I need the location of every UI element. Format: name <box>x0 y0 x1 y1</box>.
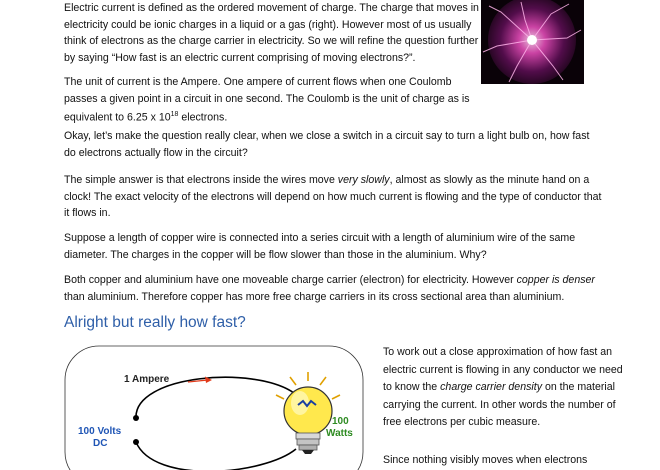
question-paragraph <box>64 128 604 161</box>
lower-wire <box>136 442 296 470</box>
carrier-density-text: To work out a close approximation of how fast an electric current is flowing in any conductor we need to know the <box>383 346 623 393</box>
exponent: 18 <box>170 111 179 119</box>
carrier-density-text-end: on the material carrying the current. In other words the number of free electrons per cubic measure. <box>383 381 616 428</box>
plasma-globe-image <box>481 0 584 84</box>
terminal-positive <box>133 415 139 421</box>
voltage-unit-label: DC <box>93 438 108 449</box>
density-text-end: than aluminium. Therefore copper has more free charge carriers in its cross sectional area than aluminium. <box>64 290 565 303</box>
intro-text: Electric current is defined as the ordered movement of charge. The charge that moves in electricity could be ionic charges in a liquid or a gas (right). However most of us usually think of electrons as the charge carrier in electricity. So we will refine the question further by saying “How fast is an electric current comprising of moving electrons?”. <box>64 2 479 64</box>
power-label: 100 <box>332 416 349 427</box>
intro-paragraph <box>64 0 479 66</box>
visibility-text: Since nothing visibly moves when electrons <box>383 454 588 466</box>
carrier-density-emphasis: charge carrier density <box>440 381 542 393</box>
light-bulb-icon <box>276 372 340 454</box>
terminal-negative <box>133 439 139 445</box>
power-unit-label: Watts <box>326 428 353 439</box>
density-emphasis: copper is denser <box>516 274 595 286</box>
copper-paragraph <box>64 230 594 263</box>
ampere-text-end: electrons. <box>178 111 228 124</box>
circuit-diagram <box>64 345 364 470</box>
density-paragraph <box>64 272 599 305</box>
answer-text: The simple answer is that electrons inside the wires move <box>64 174 338 186</box>
answer-text-end: , almost as slowly as the minute hand on a clock! The exact velocity of the electrons will depend on how much current is flowing and the type of conductor that it flows in. <box>64 174 602 220</box>
section-heading: Alright but really how fast? <box>64 314 246 331</box>
answer-paragraph <box>64 172 604 222</box>
answer-emphasis: very slowly <box>337 174 390 186</box>
carrier-density-paragraph <box>383 344 623 432</box>
visibility-paragraph <box>383 452 623 470</box>
ampere-text: The unit of current is the Ampere. One ampere of current flows when one Coulomb passes a given point in a circuit in one second. The Coulomb is the unit of charge as is equivalent to 6.25 x 10 <box>64 76 470 124</box>
copper-text: Suppose a length of copper wire is connected into a series circuit with a length of aluminium wire of the same diameter. The charges in the copper will be flow slower than those in the aluminium. Why? <box>64 232 576 261</box>
density-text: Both copper and aluminium have one moveable charge carrier (electron) for electricity. However <box>64 274 517 286</box>
current-label: 1 Ampere <box>124 374 170 385</box>
voltage-label: 100 Volts <box>78 426 122 437</box>
ampere-paragraph <box>64 74 484 126</box>
question-text: Okay, let’s make the question really clear, when we close a switch in a circuit say to turn a light bulb on, how fast do electrons actually flow in the circuit? <box>64 130 590 159</box>
